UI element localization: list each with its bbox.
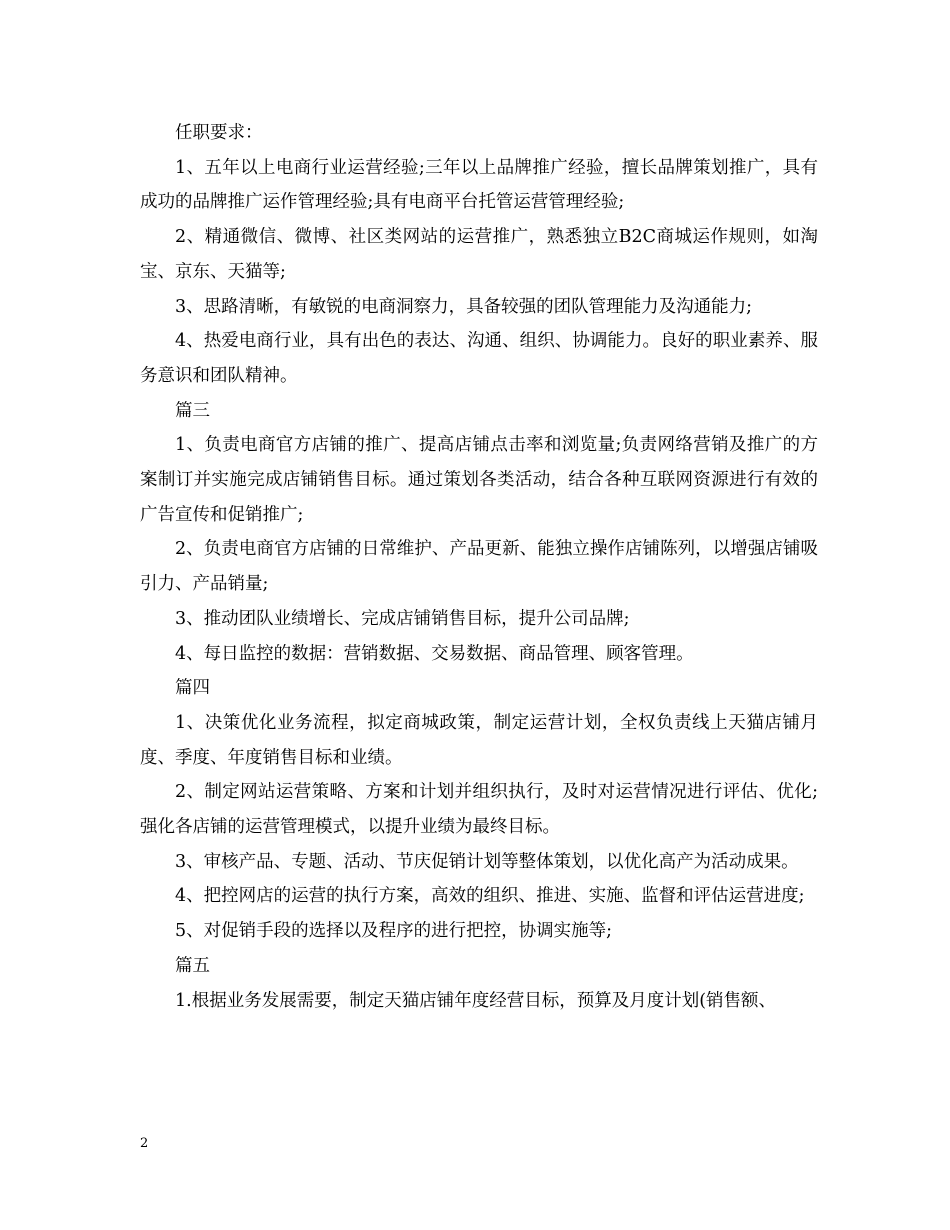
paragraph: 1、决策优化业务流程，拟定商城政策，制定运营计划，全权负责线上天猫店铺月度、季度、年度销售目标和业绩。 <box>140 712 818 768</box>
paragraph: 5、对促销手段的选择以及程序的进行把控，协调实施等; <box>175 921 613 942</box>
section-heading-part-5: 篇五 <box>175 955 210 976</box>
paragraph: 1、五年以上电商行业运营经验;三年以上品牌推广经验，擅长品牌策划推广，具有成功的品牌推广运作管理经验;具有电商平台托管运营管理经验; <box>140 157 818 213</box>
paragraph: 1.根据业务发展需要，制定天猫店铺年度经营目标，预算及月度计划(销售额、 <box>175 990 777 1011</box>
section-heading-requirements: 任职要求： <box>175 123 263 143</box>
paragraph: 3、思路清晰，有敏锐的电商洞察力，具备较强的团队管理能力及沟通能力; <box>175 296 753 317</box>
paragraph: 2、负责电商官方店铺的日常维护、产品更新、能独立操作店铺陈列，以增强店铺吸引力、产品销量; <box>140 539 818 595</box>
paragraph: 1、负责电商官方店铺的推广、提高店铺点击率和浏览量;负责网络营销及推广的方案制订并实施完成店铺销售目标。通过策划各类活动，结合各种互联网资源进行有效的广告宣传和促销推广; <box>140 435 818 525</box>
section-heading-part-4: 篇四 <box>175 678 210 699</box>
document-body <box>140 116 818 1018</box>
paragraph: 2、制定网站运营策略、方案和计划并组织执行，及时对运营情况进行评估、优化;强化各店铺的运营管理模式，以提升业绩为最终目标。 <box>140 782 818 838</box>
paragraph: 3、推动团队业绩增长、完成店铺销售目标，提升公司品牌; <box>175 608 630 629</box>
paragraph: 4、热爱电商行业，具有出色的表达、沟通、组织、协调能力。良好的职业素养、服务意识和团队精神。 <box>140 331 818 386</box>
section-heading-part-3: 篇三 <box>175 400 210 421</box>
paragraph: 4、把控网店的运营的执行方案，高效的组织、推进、实施、监督和评估运营进度; <box>175 886 805 907</box>
paragraph: 3、审核产品、专题、活动、节庆促销计划等整体策划，以优化高产为活动成果。 <box>175 851 799 872</box>
page-number: 2 <box>140 1136 149 1151</box>
paragraph: 2、精通微信、微博、社区类网站的运营推广，熟悉独立B2C商城运作规则，如淘宝、京东、天猫等; <box>140 227 818 282</box>
paragraph: 4、每日监控的数据：营销数据、交易数据、商品管理、顾客管理。 <box>175 643 694 664</box>
